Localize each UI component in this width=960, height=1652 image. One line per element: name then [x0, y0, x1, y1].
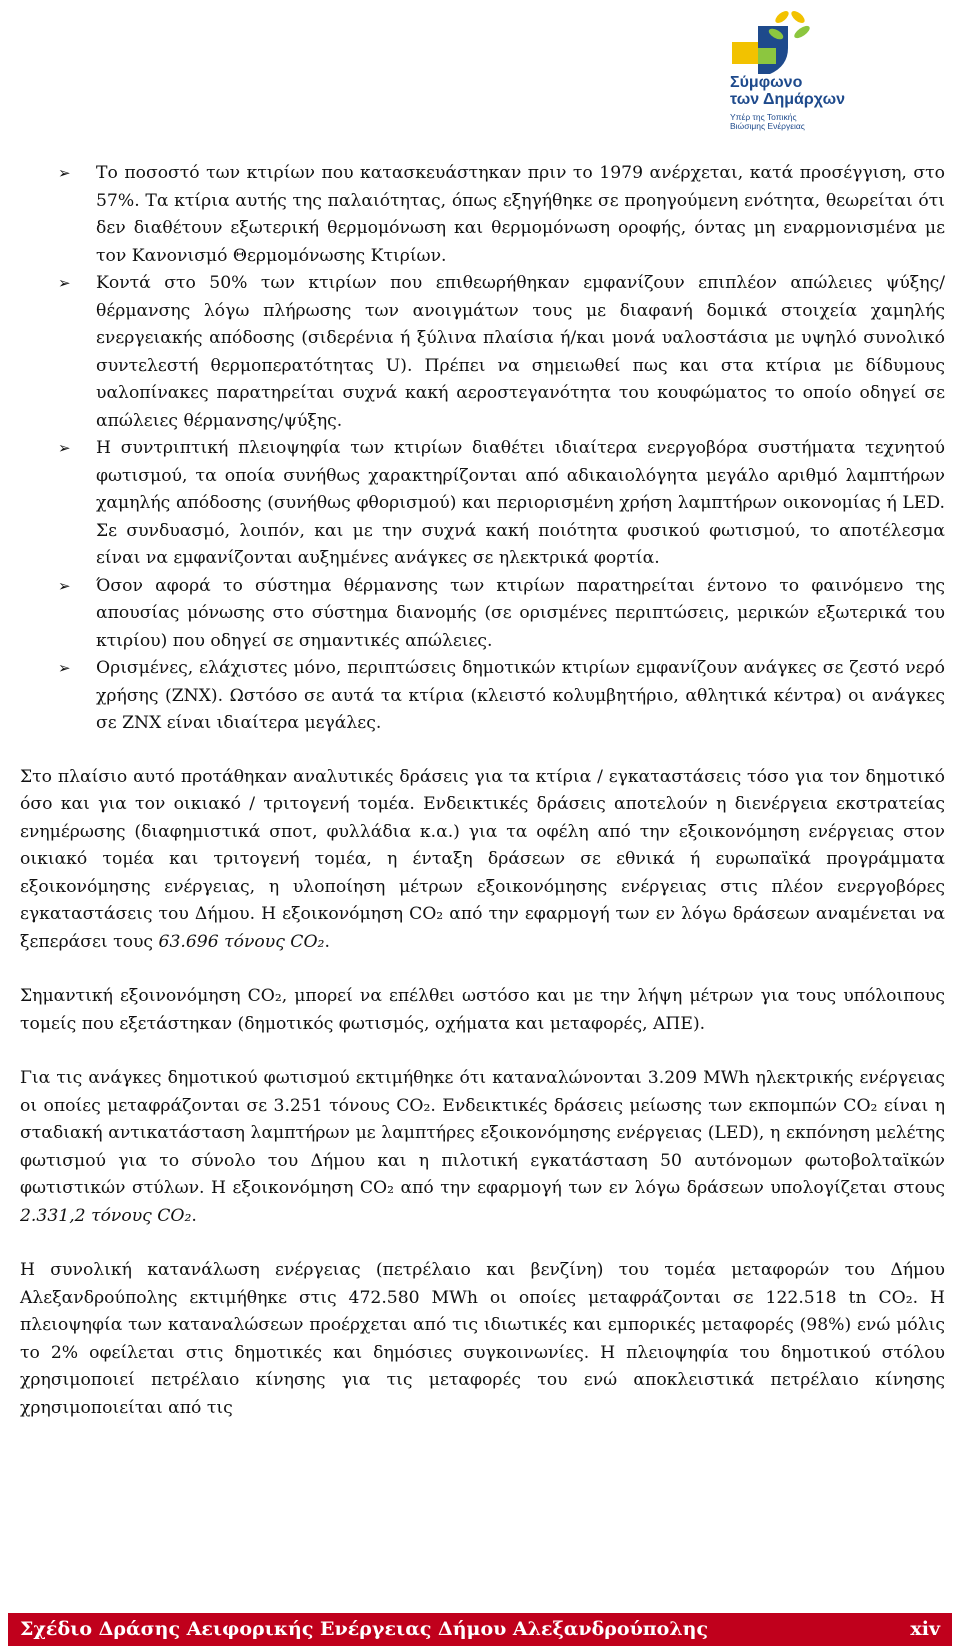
- logo-subtitle-line1: Υπέρ της Τοπικής: [730, 112, 797, 122]
- list-item: [20, 655, 945, 738]
- list-item-text: Το ποσοστό των κτιρίων που κατασκευάστηκαν πριν το 1979 ανέρχεται, κατά προσέγγιση, στο 57%. Τα κτίρια αυτής της παλαιότητας, όπως εξηγήθηκε σε προηγούμενη ενότητα, θεωρείται ότι δεν διαθέτουν εξωτερική θερμομόνωση και θερμομόνωση οροφής, όντας μη εναρμονισμένα με τον Κανονισμό Θερμομόνωσης Κτιρίων.: [96, 163, 945, 266]
- document-body: [20, 160, 945, 1422]
- page-number: xiv: [910, 1618, 940, 1640]
- list-item: [20, 435, 945, 573]
- list-item-text: Κοντά στο 50% των κτιρίων που επιθεωρήθηκαν εμφανίζουν επιπλέον απώλειες ψύξης/θέρμανσης λόγω πλήρωσης των ανοιγμάτων τους με διαφανή δομικά στοιχεία χαμηλής ενεργειακής απόδοσης (σιδερένια ή ξύλινα πλαίσια ή/και μονά υαλοστάσια με υψηλό συνολικό συντελεστή θερμοπερατότητας U). Πρέπει να σημειωθεί πως και στα κτίρια με δίδυμους υαλοπίνακες παρατηρείται συχνά κακή αεροστεγανότητα του κουφώματος το οποίο οδηγεί σε απώλειες θέρμανσης/ψύξης.: [96, 273, 945, 431]
- paragraph-transport: Η συνολική κατανάλωση ενέργειας (πετρέλαιο και βενζίνη) του τομέα μεταφορών του Δήμου Αλεξανδρούπολης εκτιμήθηκε στις 472.580 MWh οι οποίες μεταφράζονται σε 122.518 tn CO₂. Η πλειοψηφία των καταναλώσεων προέρχεται από τις ιδιωτικές και εμπορικές μεταφορές (98%) ενώ μόλις το 2% οφείλεται στις δημοτικές και δημόσιες συγκοινωνίες. Η πλειοψηφία του δημοτικού στόλου χρησιμοποιεί πετρέλαιο κίνησης για τις μεταφορές του ενώ αποκλειστικά πετρέλαιο κίνησης χρησιμοποιείται από τις: [20, 1260, 945, 1418]
- covenant-of-mayors-emblem-icon: [730, 8, 816, 76]
- arrow-bullet-icon: ➢: [58, 274, 71, 292]
- logo-title-line1: Σύμφωνο: [730, 74, 803, 91]
- covenant-of-mayors-logo: [730, 8, 930, 131]
- paragraph-buildings-actions: [20, 764, 945, 957]
- list-item-text: Ορισμένες, ελάχιστες μόνο, περιπτώσεις δημοτικών κτιρίων εμφανίζουν ανάγκες σε ζεστό νερό χρήσης (ΖΝΧ). Ωστόσο σε αυτά τα κτίρια (κλειστό κολυμβητήριο, αθλητικά κέντρα) οι ανάγκες σε ΖΝΧ είναι ιδιαίτερα μεγάλες.: [96, 658, 945, 733]
- findings-list: [20, 160, 945, 738]
- co2-savings-lighting: 2.331,2 τόνους CO₂: [20, 1205, 192, 1226]
- footer-title: Σχέδιο Δράσης Αειφορικής Ενέργειας Δήμου Αλεξανδρούπολης: [20, 1618, 709, 1640]
- co2-savings-buildings: 63.696 τόνους CO₂: [158, 931, 325, 952]
- paragraph-text: Στο πλαίσιο αυτό προτάθηκαν αναλυτικές δράσεις για τα κτίρια / εγκαταστάσεις τόσο για τον δημοτικό όσο και για τον οικιακό / τριτογενή τομέα. Ενδεικτικές δράσεις αποτελούν η διενέργεια εκστρατείας ενημέρωσης (διαφημιστικά σποτ, φυλλάδια κ.α.) για τα οφέλη από την εξοικονόμηση ενέργειας στον οικιακό τομέα και τριτογενή τομέα, η ένταξη δράσεων σε εθνικά ή ευρωπαϊκά προγράμματα εξοικονόμησης ενέργειας, η υλοποίηση μέτρων εξοικονόμησης ενέργειας στις πλέον ενεργοβόρες εγκαταστάσεις του Δήμου. Η εξοικονόμηση CO₂ από την εφαρμογή των εν λόγω δράσεων αναμένεται να ξεπεράσει τους: [20, 766, 945, 952]
- page-footer: [8, 1613, 952, 1646]
- list-item: [20, 270, 945, 435]
- paragraph-public-lighting: [20, 1065, 945, 1230]
- logo-title-line2: των Δημάρχων: [730, 91, 846, 108]
- list-item-text: Όσον αφορά το σύστημα θέρμανσης των κτιρίων παρατηρείται έντονο το φαινόμενο της απουσίας μόνωσης στο σύστημα διανομής (σε ορισμένες περιπτώσεις, μερικών εξωτερικά του κτιρίου) που οδηγεί σε σημαντικές απώλειες.: [96, 575, 945, 651]
- arrow-bullet-icon: ➢: [58, 576, 71, 595]
- arrow-bullet-icon: ➢: [58, 439, 71, 457]
- arrow-bullet-icon: ➢: [58, 659, 71, 677]
- arrow-bullet-icon: ➢: [58, 164, 71, 182]
- paragraph-other-sectors: Σημαντική εξοινονόμηση CO₂, μπορεί να επέλθει ωστόσο και με την λήψη μέτρων για τους υπόλοιπους τομείς που εξετάστηκαν (δημοτικός φωτισμός, οχήματα και μεταφορές, ΑΠΕ).: [20, 986, 945, 1034]
- logo-subtitle-line2: Βιώσιμης Ενέργειας: [730, 121, 805, 131]
- list-item-text: Η συντριπτική πλειοψηφία των κτιρίων διαθέτει ιδιαίτερα ενεργοβόρα συστήματα τεχνητού φωτισμού, τα οποία συνήθως χαρακτηρίζονται από αδικαιολόγητα μεγάλο αριθμό λαμπτήρων χαμηλής απόδοσης (συνήθως φθορισμού) και περιορισμένη χρήση λαμπτήρων οικονομίας ή LED. Σε συνδυασμό, λοιπόν, και με την συχνά κακή ποιότητα φυσικού φωτισμού, το αποτέλεσμα είναι να εμφανίζονται αυξημένες ανάγκες σε ηλεκτρικά φορτία.: [96, 438, 945, 568]
- list-item: [20, 573, 945, 656]
- list-item: [20, 160, 945, 270]
- paragraph-text: Για τις ανάγκες δημοτικού φωτισμού εκτιμήθηκε ότι καταναλώνονται 3.209 MWh ηλεκτρικής ενέργειας οι οποίες μεταφράζονται σε 3.251 τόνους CO₂. Ενδεικτικές δράσεις μείωσης των εκπομπών CO₂ είναι η σταδιακή αντικατάσταση λαμπτήρων με λαμπτήρες εξοικονόμησης ενέργειας (LED), η εκπόνηση μελέτης φωτισμού για το σύνολο του Δήμου και η πιλοτική εγκατάσταση 50 αυτόνομων φωτοβολταϊκών φωτιστικών στύλων. Η εξοικονόμηση CO₂ από την εφαρμογή των εν λόγω δράσεων υπολογίζεται στους: [20, 1068, 945, 1198]
- paragraph-end: .: [191, 1205, 197, 1226]
- paragraph-end: .: [324, 931, 330, 952]
